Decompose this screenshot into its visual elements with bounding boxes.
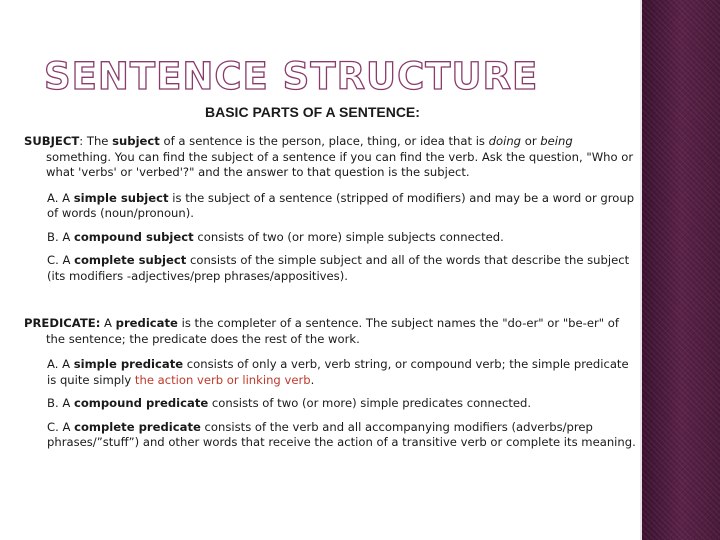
text-run: is the completer of a sentence. The subject names the "do-er" or "be-er" of the sentence; the predicate does the rest of the work. [46, 316, 619, 346]
text-run: or [521, 134, 541, 148]
item-prefix: B. A [47, 396, 74, 410]
item-prefix: B. A [47, 229, 74, 244]
text-run: consists of two (or more) simple predicates connected. [208, 396, 532, 410]
text-run: consists of two (or more) simple subjects connected. [193, 229, 504, 244]
text-run: A [100, 316, 116, 330]
slide-subtitle: BASIC PARTS OF A SENTENCE: [205, 104, 420, 120]
compound-predicate-item [47, 396, 636, 412]
doing-term: doing [488, 134, 522, 148]
complete-subject-term: complete subject [74, 253, 187, 267]
item-prefix: C. A [47, 419, 75, 434]
text-run: . [310, 372, 315, 387]
text-run: of a sentence is the person, place, thing, or idea that is [159, 134, 489, 148]
compound-subject-term: compound subject [73, 229, 194, 244]
complete-predicate-item [47, 420, 636, 451]
action-verb-highlight: the action verb or linking verb [134, 372, 311, 387]
predicate-term: predicate [115, 316, 178, 330]
text-run: consists of the verb and all accompanying modifiers (adverbs/prep phrases/”stuff”) and other words that receive the action of a transitive verb or complete its meaning. [47, 419, 636, 449]
complete-predicate-term: complete predicate [74, 419, 201, 434]
subject-term: subject [112, 134, 160, 148]
decorative-sidebar [642, 0, 720, 540]
subject-definition [24, 134, 636, 181]
simple-predicate-item [47, 357, 636, 388]
item-prefix: A. A [47, 357, 74, 371]
text-run: consists of the simple subject and all of the words that describe the subject (its modifiers -adjectives/prep phrases/appositives). [47, 253, 630, 283]
compound-predicate-term: compound predicate [73, 396, 209, 410]
simple-subject-term: simple subject [73, 190, 169, 205]
subject-label: SUBJECT [24, 134, 80, 148]
text-run: : The [79, 134, 113, 148]
complete-subject-item [47, 253, 636, 284]
text-run: something. You can find the subject of a sentence if you can find the verb. Ask the question, "Who or what 'verbs' or 'verbed'?" and the answer to that question is the subject. [46, 149, 634, 179]
simple-predicate-term: simple predicate [73, 357, 184, 371]
item-prefix: A. A [47, 190, 74, 205]
simple-subject-item [47, 191, 636, 222]
item-prefix: C. A [47, 253, 75, 267]
text-run: is the subject of a sentence (stripped of modifiers) and may be a word or group of words (noun/pronoun). [47, 190, 635, 220]
compound-subject-item [47, 230, 636, 246]
being-term: being [540, 134, 573, 148]
text-run: consists of only a verb, verb string, or compound verb; the simple predicate is quite simply [47, 357, 629, 387]
slide-body [24, 134, 636, 451]
slide-title: SENTENCE STRUCTURE [44, 55, 539, 98]
predicate-definition [24, 316, 636, 347]
predicate-label: PREDICATE: [24, 316, 101, 330]
